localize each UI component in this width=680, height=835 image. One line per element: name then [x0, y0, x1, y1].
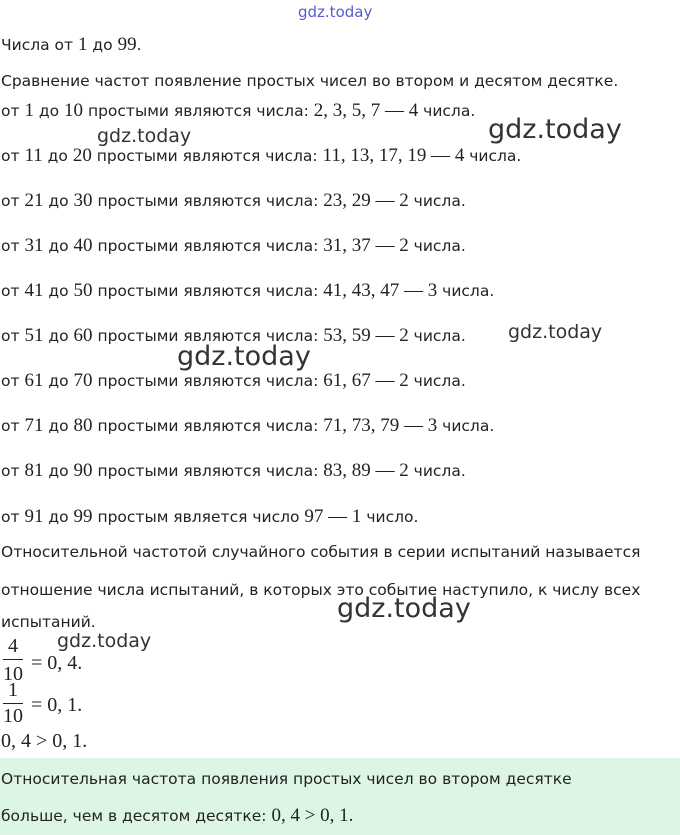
watermark: gdz.today [337, 593, 471, 624]
watermark: gdz.today [488, 114, 622, 145]
definition-line: Относительной частотой случайного события в серии испытаний называется [1, 543, 641, 561]
comparison-line: 0, 4 > 0, 1. [1, 730, 88, 752]
range-line: от 61 до 70 простыми являются числа: 61, 67 — 2 числа. [1, 370, 466, 391]
page-title: Числа от 1 до 99. [1, 34, 142, 55]
fraction-result: = 0, 4. [31, 652, 83, 674]
watermark: gdz.today [508, 321, 603, 343]
range-line: от 21 до 30 простыми являются числа: 23, 29 — 2 числа. [1, 190, 466, 211]
fraction-numerator: 4 [8, 635, 18, 657]
watermark: gdz.today [177, 341, 311, 372]
conclusion-line: больше, чем в десятом десятке: 0, 4 > 0, 1. [1, 805, 354, 826]
comparison-heading: Сравнение частот появление простых чисел во втором и десятом десятке. [1, 72, 619, 90]
conclusion-line: Относительная частота появления простых чисел во втором десятке [1, 770, 572, 788]
watermark: gdz.today [298, 3, 373, 21]
fraction-numerator: 1 [8, 679, 18, 701]
fraction-bar [3, 703, 23, 704]
range-line: от 71 до 80 простыми являются числа: 71, 73, 79 — 3 числа. [1, 415, 495, 436]
range-line: от 41 до 50 простыми являются числа: 41, 43, 47 — 3 числа. [1, 280, 495, 301]
fraction-denominator: 10 [3, 705, 23, 727]
range-line: от 91 до 99 простым является число 97 — 1 число. [1, 506, 419, 527]
watermark: gdz.today [57, 630, 152, 652]
fraction-denominator: 10 [3, 664, 23, 682]
conclusion-box [0, 758, 680, 835]
fraction-result: = 0, 1. [31, 694, 83, 716]
watermark: gdz.today [97, 125, 192, 147]
definition-line: отношение числа испытаний, в которых это событие наступило, к числу всех [1, 581, 641, 599]
range-line: от 1 до 10 простыми являются числа: 2, 3, 5, 7 — 4 числа. [1, 100, 476, 121]
range-line: от 51 до 60 простыми являются числа: 53, 59 — 2 числа. [1, 325, 466, 346]
range-line: от 11 до 20 простыми являются числа: 11, 13, 17, 19 — 4 числа. [1, 145, 522, 166]
fraction-equation [1, 679, 201, 727]
range-line: от 81 до 90 простыми являются числа: 83, 89 — 2 числа. [1, 460, 466, 481]
fraction-bar [3, 659, 23, 660]
fraction-equation [1, 636, 201, 684]
range-line: от 31 до 40 простыми являются числа: 31, 37 — 2 числа. [1, 235, 466, 256]
definition-line: испытаний. [1, 613, 96, 631]
